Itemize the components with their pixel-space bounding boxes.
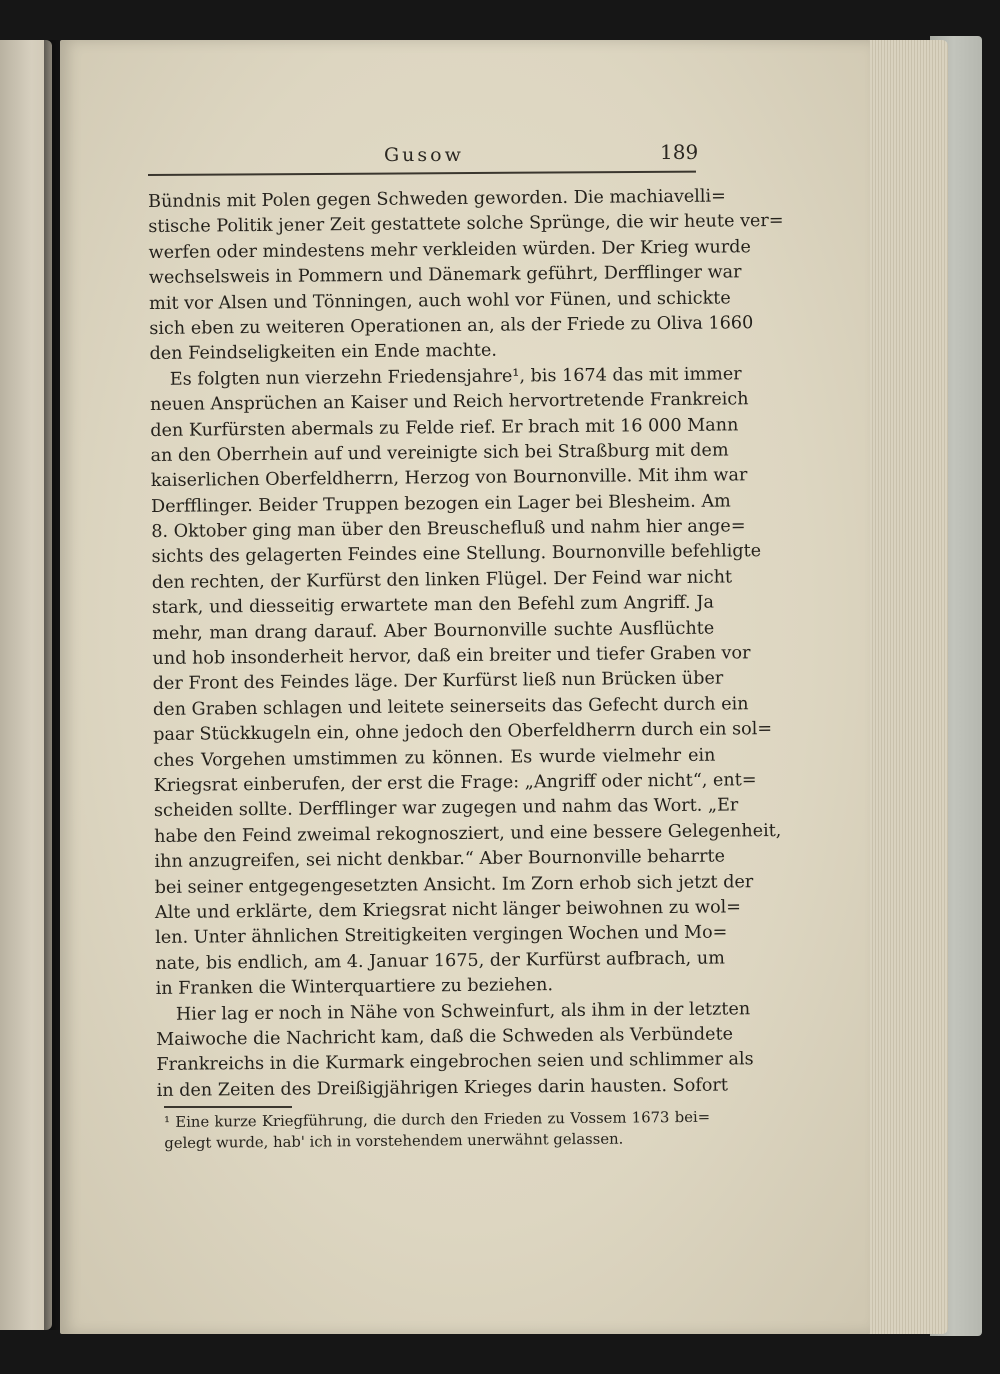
- text-line: wechselsweis in Pommern und Dänemark geführt, Derfflinger war: [148, 262, 742, 289]
- text-line: Frankreichs in die Kurmark eingebrochen seien und schlimmer als: [156, 1049, 754, 1076]
- text-line: den Kurfürsten abermals zu Felde rief. Er brach mit 16 000 Mann: [150, 414, 739, 441]
- text-line: werfen oder mindestens mehr verkleiden würden. Der Krieg wurde: [148, 236, 752, 263]
- text-line: paar Stückkugeln ein, ohne jedoch den Oberfeldherrn durch ein sol=: [153, 719, 773, 746]
- text-line: Derfflinger. Beider Truppen bezogen ein Lager bei Blesheim. Am: [150, 491, 731, 517]
- text-line: Maiwoche die Nachricht kam, daß die Schweden als Verbündete: [156, 1024, 734, 1050]
- text-line: Bündnis mit Polen gegen Schweden geworden. Die machiavelli=: [148, 186, 726, 212]
- text-line: an den Oberrhein auf und vereinigte sich bei Straßburg mit dem: [150, 440, 729, 466]
- text-line: stark, und diesseitig erwartete man den Befehl zum Angriff. Ja: [151, 592, 715, 619]
- footnote-rule: [164, 1106, 292, 1108]
- text-line: sichts des gelagerten Feindes eine Stellung. Bournonville befehligte: [151, 541, 762, 568]
- text-line: mehr, man drang darauf. Aber Bournonville suchte Ausflüchte: [152, 618, 715, 644]
- text-line: Alte und erklärte, dem Kriegsrat nicht länger beiwohnen zu wol=: [154, 897, 742, 923]
- text-line: neuen Ansprüchen an Kaiser und Reich hervortretende Frankreich: [149, 389, 749, 416]
- text-line: stische Politik jener Zeit gestattete solche Sprünge, die wir heute ver=: [148, 211, 784, 238]
- text-line: Es folgten nun vierzehn Friedensjahre¹, bis 1674 das mit immer: [169, 364, 742, 390]
- text-line: und hob insonderheit hervor, daß ein breiter und tiefer Graben vor: [152, 643, 751, 670]
- text-line: Kriegsrat einberufen, der erst die Frage: „Angriff oder nicht“, ent=: [153, 770, 757, 796]
- text-line: in Franken die Winterquartiere zu beziehen.: [155, 975, 554, 1000]
- text-line: sich eben zu weiteren Operationen an, als der Friede zu Oliva 1660: [149, 313, 754, 339]
- text-line: 8. Oktober ging man über den Breuschefluß und nahm hier ange=: [151, 516, 746, 543]
- footnote: [164, 1107, 710, 1154]
- text-line: den Graben schlagen und leitete seinerseits das Gefecht durch ein: [152, 694, 749, 720]
- body-text: [148, 185, 784, 1104]
- text-line: den rechten, der Kurfürst den linken Flügel. Der Feind war nicht: [151, 567, 733, 593]
- text-line: len. Unter ähnlichen Streitigkeiten vergingen Wochen und Mo=: [155, 922, 728, 949]
- running-title: Gusow: [384, 144, 464, 166]
- text-line: ches Vorgehen umstimmen zu können. Es wurde vielmehr ein: [153, 745, 716, 771]
- text-line: habe den Feind zweimal rekognosziert, und eine bessere Gelegenheit,: [154, 820, 782, 847]
- text-line: kaiserlichen Oberfeldherrn, Herzog von Bournonville. Mit ihm war: [150, 465, 748, 492]
- text-line: mit vor Alsen und Tönningen, auch wohl vor Fünen, und schickte: [148, 287, 731, 314]
- text-line: den Feindseligkeiten ein Ende machte.: [149, 341, 498, 365]
- text-line: der Front des Feindes läge. Der Kurfürst ließ nun Brücken über: [152, 668, 724, 695]
- footnote-line: ¹ Eine kurze Kriegführung, die durch den Frieden zu Vossem 1673 bei=: [164, 1108, 711, 1131]
- page-number: 189: [660, 140, 699, 164]
- footnote-line: gelegt wurde, hab' ich in vorstehendem unerwähnt gelassen.: [164, 1130, 624, 1152]
- text-line: nate, bis endlich, am 4. Januar 1675, der Kurfürst aufbrach, um: [155, 948, 725, 974]
- text-line: scheiden sollte. Derfflinger war zugegen und nahm das Wort. „Er: [153, 795, 739, 822]
- text-line: ihn anzugreifen, sei nicht denkbar.“ Aber Bournonville beharrte: [154, 846, 726, 873]
- text-line: Hier lag er noch in Nähe von Schweinfurt, als ihm in der letzten: [175, 998, 751, 1025]
- text-line: in den Zeiten des Dreißigjährigen Krieges darin hausten. Sofort: [156, 1075, 728, 1101]
- page-block-edge: [858, 40, 948, 1334]
- text-line: bei seiner entgegengesetzten Ansicht. Im Zorn erhob sich jetzt der: [154, 871, 754, 898]
